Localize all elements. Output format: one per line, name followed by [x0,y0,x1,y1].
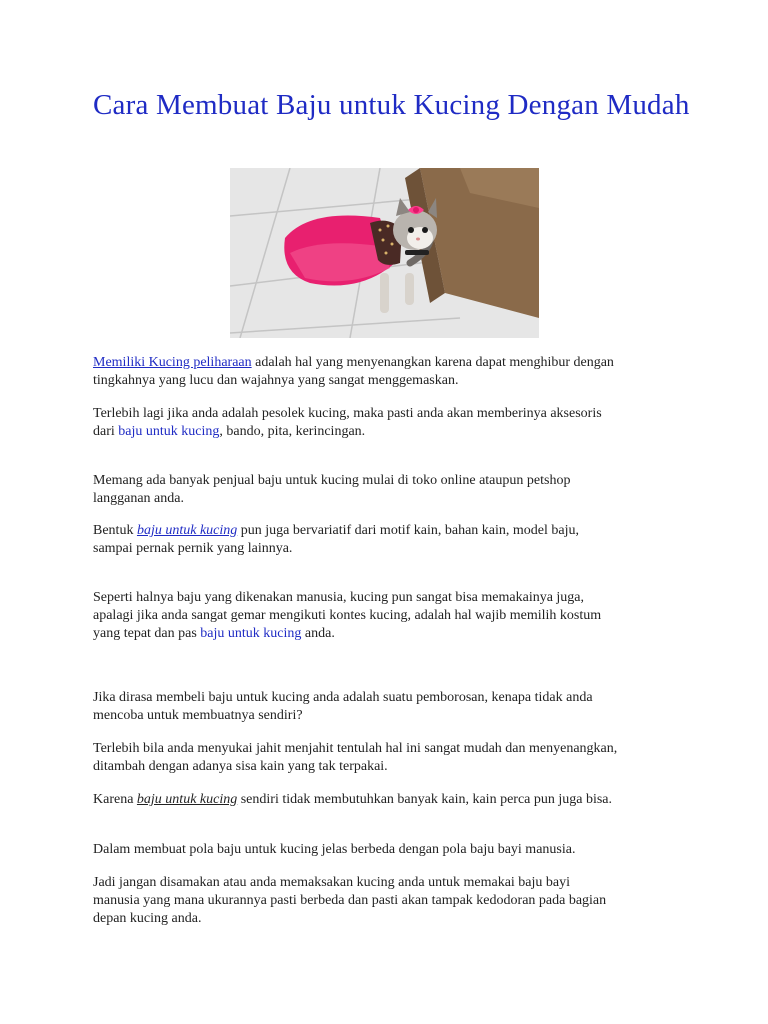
paragraph-6-line1: Jika dirasa membeli baju untuk kucing anda adalah suatu pemborosan, kenapa tidak anda [93,690,593,705]
paragraph-10-line1: Jadi jangan disamakan atau anda memaksakan kucing anda untuk memakai baju bayi [93,875,571,890]
paragraph-10-line2: manusia yang mana ukurannya pasti berbeda dan pasti akan tampak kedodoran pada bagian [93,893,607,908]
paragraph-6-line2: mencoba untuk membuatnya sendiri? [93,708,303,723]
link-kucing-peliharaan[interactable]: Memiliki Kucing peliharaan [93,355,252,370]
paragraph-7-line2: ditambah dengan adanya sisa kain yang tak terpakai. [93,759,388,774]
paragraph-1-line1: adalah hal yang menyenangkan karena dapat menghibur dengan [251,355,614,370]
paragraph-5-line1: Seperti halnya baju yang dikenakan manusia, kucing pun sangat bisa memakainya juga, [93,590,585,605]
cat-photo-illustration [230,168,539,338]
paragraph-3 [93,472,693,508]
paragraph-2-post: , bando, pita, kerincingan. [219,424,366,439]
paragraph-4-post: pun juga bervariatif dari motif kain, bahan kain, model baju, [237,523,579,538]
link-baju-untuk-kucing-4[interactable]: baju untuk kucing [136,792,238,807]
article-photo [230,168,539,338]
paragraph-5-pre: yang tepat dan pas [93,626,201,641]
paragraph-8 [93,791,693,809]
paragraph-9-line1: Dalam membuat pola baju untuk kucing jelas berbeda dengan pola baju bayi manusia. [93,842,576,857]
paragraph-8-post: sendiri tidak membutuhkan banyak kain, kain perca pun juga bisa. [237,792,613,807]
paragraph-2-pre: dari [93,424,119,439]
paragraph-6 [93,689,693,725]
link-baju-untuk-kucing-1[interactable]: baju untuk kucing [118,424,220,439]
paragraph-8-pre: Karena [93,792,137,807]
paragraph-10-line3: depan kucing anda. [93,911,202,926]
paragraph-4-pre: Bentuk [93,523,137,538]
paragraph-1 [93,354,693,390]
paragraph-5-post: anda. [301,626,335,641]
paragraph-9 [93,841,693,859]
paragraph-7-line1: Terlebih bila anda menyukai jahit menjahit tentulah hal ini sangat mudah dan menyenangkan, [93,741,618,756]
paragraph-5-line2: apalagi jika anda sangat gemar mengikuti kontes kucing, adalah hal wajib memilih kostum [93,608,602,623]
paragraph-3-line2: langganan anda. [93,491,184,506]
paragraph-3-line1: Memang ada banyak penjual baju untuk kucing mulai di toko online ataupun petshop [93,473,571,488]
paragraph-2 [93,405,693,441]
paragraph-4-line2: sampai pernak pernik yang lainnya. [93,541,293,556]
paragraph-7 [93,740,693,776]
paragraph-5 [93,589,693,643]
link-baju-untuk-kucing-3[interactable]: baju untuk kucing [200,626,302,641]
paragraph-2-line1: Terlebih lagi jika anda adalah pesolek kucing, maka pasti anda akan memberinya aksesoris [93,406,602,421]
link-baju-untuk-kucing-2[interactable]: baju untuk kucing [136,523,238,538]
paragraph-4 [93,522,693,558]
article-title: Cara Membuat Baju untuk Kucing Dengan Mudah [93,89,690,121]
paragraph-10 [93,874,693,928]
paragraph-1-line2: tingkahnya yang lucu dan wajahnya yang sangat menggemaskan. [93,373,459,388]
